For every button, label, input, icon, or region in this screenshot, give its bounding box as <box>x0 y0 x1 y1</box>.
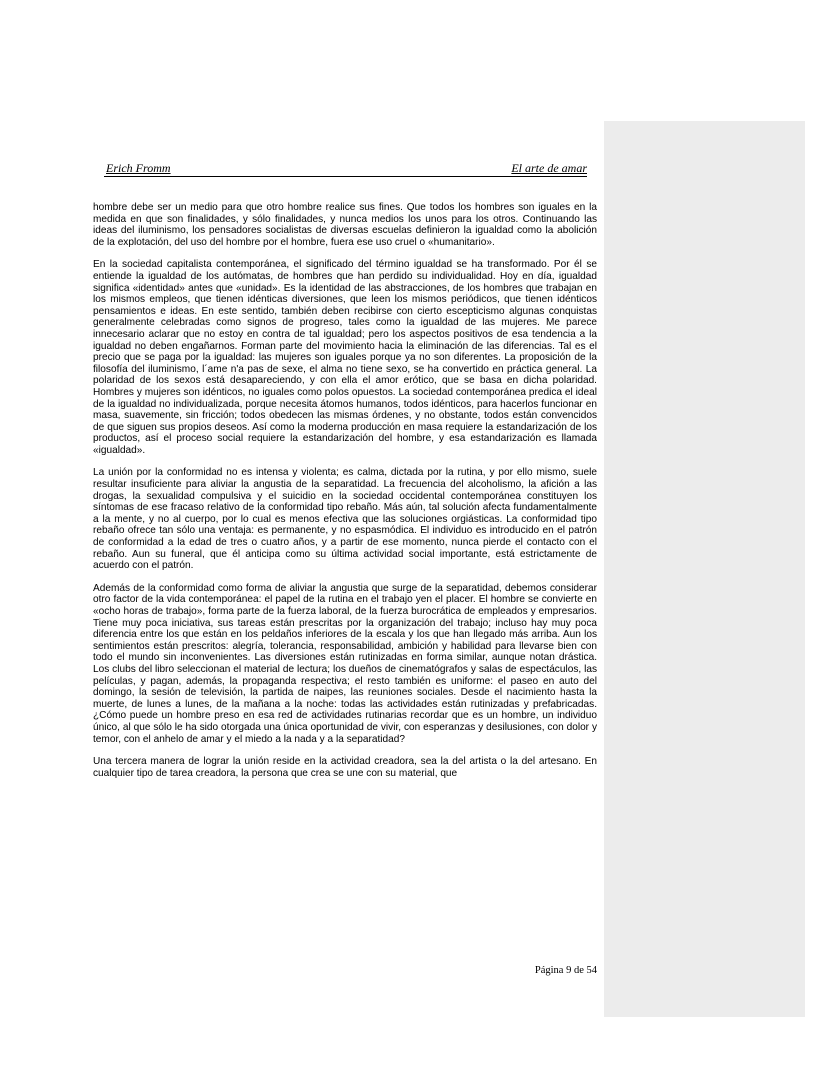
paragraph: En la sociedad capitalista contemporánea, el significado del término igualdad se ha transformado. Por él se entiende la igualdad de los autómatas, de hombres que han perdido su individualidad. Hoy en día, igualdad significa «identidad» antes que «unidad». Es la identidad de las abstracciones, de los hombres que trabajan en los mismos empleos, que tienen idénticas diversiones, que leen los mismos periódicos, que tienen idénticos pensamientos e ideas. En este sentido, también deben recibirse con cierto escepticismo algunas conquistas generalmente celebradas como signos de progreso, tales como la igualdad de las mujeres. Me parece innecesario aclarar que no estoy en contra de tal igualdad; pero los aspectos positivos de esa tendencia a la igualdad no deben engañarnos. Forman parte del movimiento hacia la eliminación de las diferencias. Tal es el precio que se paga por la igualdad: las mujeres son iguales porque ya no son diferentes. La proposición de la filosofía del iluminismo, l´ame n'a pas de sexe, el alma no tiene sexo, se ha convertido en práctica general. La polaridad de los sexos está desapareciendo, y con ella el amor erótico, que se basa en dicha polaridad. Hombres y mujeres son idénticos, no iguales como polos opuestos. La sociedad contemporánea predica el ideal de la igualdad no individualizada, porque necesita átomos humanos, todos idénticos, para hacerlos funcionar en masa, suavemente, sin fricción; todos obedecen las mismas órdenes, y no obstante, todos están convencidos de que siguen sus propios deseos. Así como la moderna producción en masa requiere la estandarización de los productos, así el proceso social requiere la estandarización del hombre, y esa estandarización es llamada «igualdad». <box>93 259 597 456</box>
paragraph: hombre debe ser un medio para que otro hombre realice sus fines. Que todos los hombres son iguales en la medida en que son finalidades, y sólo finalidades, y nunca medios los unos para los otros. Continuando las ideas del iluminismo, los pensadores socialistas de diversas escuelas definieron la igualdad como la abolición de la explotación, del uso del hombre por el hombre, fuera ese uso cruel o «humanitario». <box>93 202 597 248</box>
page-number: Página 9 de 54 <box>534 965 597 976</box>
comment-pane <box>604 121 805 1017</box>
paragraph: Además de la conformidad como forma de aliviar la angustia que surge de la separatidad, debemos considerar otro factor de la vida contemporánea: el papel de la rutina en el trabajo yen el placer. El hombre se convierte en «ocho horas de trabajo», forma parte de la fuerza laboral, de la fuerza burocrática de empleados y empresarios. Tiene muy poca iniciativa, sus tareas están prescritas por la organización del trabajo; incluso hay muy poca diferencia entre los que están en los peldaños inferiores de la escala y los que han llegado más arriba. Aun los sentimientos están prescritos: alegría, tolerancia, responsabilidad, ambición y habilidad para llevarse bien con todo el mundo sin inconvenientes. Las diversiones están rutinizadas en forma similar, aunque notan drástica. Los clubs del libro seleccionan el material de lectura; los dueños de cinematógrafos y salas de espectáculos, las películas, y pagan, además, la propaganda respectiva; el resto también es uniforme: el paseo en auto del domingo, la sesión de televisión, la partida de naipes, las reuniones sociales. Desde el nacimiento hasta la muerte, de lunes a lunes, de la mañana a la noche: todas las actividades están rutinizadas y prefabricadas. ¿Cómo puede un hombre preso en esa red de actividades rutinarias recordar que es un hombre, un individuo único, al que sólo le ha sido otorgada una única oportunidad de vivir, con esperanzas y desilusiones, con dolor y temor, con el anhelo de amar y el miedo a la nada y a la separatidad? <box>93 582 597 745</box>
header-book-title: El arte de amar <box>511 161 587 175</box>
paragraph: La unión por la conformidad no es intensa y violenta; es calma, dictada por la rutina, y por ello mismo, suele resultar insuficiente para aliviar la angustia de la separatidad. La frecuencia del alcoholismo, la afición a las drogas, la sexualidad compulsiva y el suicidio en la sociedad occidental contemporánea constituyen los síntomas de ese fracaso relativo de la conformidad tipo rebaño. Más aún, tal solución afecta fundamentalmente a la mente, y no al cuerpo, por lo cual es menos efectiva que las soluciones orgiásticas. La conformidad tipo rebaño ofrece tan sólo una ventaja: es permanente, y no espasmódica. El individuo es introducido en el patrón de conformidad a la edad de tres o cuatro años, y a partir de ese momento, nunca pierde el contacto con el rebaño. Aun su funeral, que él anticipa como su última actividad social importante, está estrictamente de acuerdo con el patrón. <box>93 467 597 572</box>
paragraph: Una tercera manera de lograr la unión reside en la actividad creadora, sea la del artista o la del artesano. En cualquier tipo de tarea creadora, la persona que crea se une con su material, que <box>93 756 597 779</box>
page-header <box>104 160 587 177</box>
body-text <box>93 202 597 790</box>
header-author: Erich Fromm <box>106 161 171 175</box>
